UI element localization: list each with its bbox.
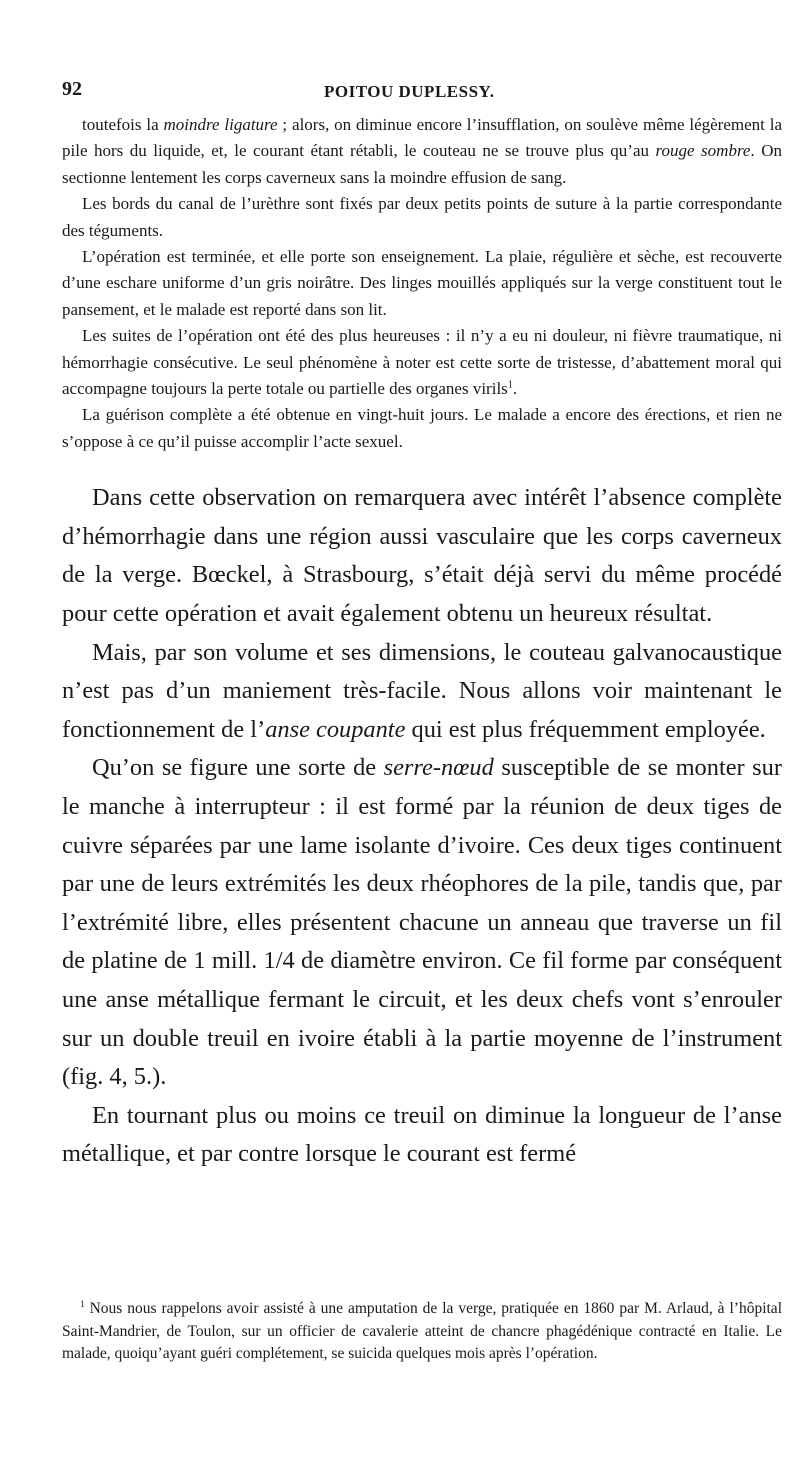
paragraph <box>62 191 782 244</box>
paragraph <box>62 323 782 402</box>
text-run: Dans cette observation on remarquera avec intérêt l’absence complète d’hémorrhagie dans une région aussi vasculaire que les corps caverneux de la verge. Bœckel, à Strasbourg, s’était déjà servi du même procédé pour cette opération et avait également obtenu un heureux résultat. <box>62 484 782 628</box>
text-run: susceptible de se monter sur le manche à interrupteur : il est formé par la réunion de deux tiges de cuivre séparées par une lame isolante d’ivoire. Ces deux tiges continuent par une de leurs extrémités les deux rhéophores de la pile, tandis que, par l’extrémité libre, elles présentent chacune un anneau que traverse un fil de platine de 1 mill. 1/4 de diamètre environ. Ce fil forme par conséquent une anse métallique fermant le circuit, et les deux chefs vont s’enrouler sur un double treuil en ivoire établi à la partie moyenne de l’instrument (fig. 4, 5.). <box>62 754 782 1091</box>
text-run: qui est plus fréquemment employée. <box>405 715 766 743</box>
running-title: POITOU DUPLESSY. <box>324 82 495 101</box>
paragraph <box>62 244 782 323</box>
text-run: Les suites de l’opération ont été des plus heureuses : il n’y a eu ni douleur, ni fièvre traumatique, ni hémorrhagie consécutive. Le seul phénomène à noter est cette sorte de tristesse, d’abattement moral qui accompagne toujours la perte totale ou partielle des organes virils <box>62 326 782 399</box>
footnote-reference: 1 <box>507 379 513 391</box>
paragraph <box>62 112 782 191</box>
text-run: L’opération est terminée, et elle porte son enseignement. La plaie, régulière et sèche, est recouverte d’une eschare uniforme d’un gris noirâtre. Des linges mouillés appliqués sur la verge constituent tout le pansement, et le malade est reporté dans son lit. <box>62 247 782 319</box>
paragraph <box>62 634 782 750</box>
text-run: . <box>512 379 518 399</box>
text-run: En tournant plus ou moins ce treuil on diminue la longueur de l’anse métallique, et par contre lorsque le courant est fermé <box>62 1101 782 1168</box>
text-run: ; alors, on diminue encore l’insufflation, on soulève même légèrement la pile hors du liquide, et, le courant étant rétabli, le couteau ne se trouve plus qu’au <box>62 115 783 161</box>
italic-text: serre-nœud <box>383 754 494 782</box>
footnote <box>62 1298 782 1366</box>
text-run: toutefois la <box>82 115 164 134</box>
paragraph <box>62 749 782 1096</box>
footnote-text: Nous nous rappelons avoir assisté à une amputation de la verge, pratiquée en 1860 par M. Arlaud, à l’hôpital Saint-Mandrier, de Toulon, sur un officier de cavalerie atteint de chancre phagédénique contracté en Italie. Le malade, quoiqu’ayant guéri complétement, se suicida quelques mois après l’opération. <box>62 1300 782 1362</box>
page-header <box>62 72 782 112</box>
paragraph <box>62 479 782 633</box>
text-run: . On sectionne lentement les corps caverneux sans la moindre effusion de sang. <box>62 141 782 187</box>
body-text-small <box>62 112 782 455</box>
text-run: Qu’on se figure une sorte de <box>92 754 384 782</box>
footnote-marker: 1 <box>80 1299 85 1310</box>
text-run: La guérison complète a été obtenue en vingt-huit jours. Le malade a encore des érections, et rien ne s’oppose à ce qu’il puisse accomplir l’acte sexuel. <box>62 405 782 451</box>
text-run: Les bords du canal de l’urèthre sont fixés par deux petits points de suture à la partie correspondante des téguments. <box>62 194 782 240</box>
paragraph <box>62 1097 782 1174</box>
book-page <box>62 72 782 1174</box>
paragraph <box>62 402 782 455</box>
body-text-large <box>62 479 782 1174</box>
italic-text: rouge sombre <box>655 141 751 161</box>
text-run: Mais, par son volume et ses dimensions, le couteau galvanocaustique n’est pas d’un maniement très-facile. Nous allons voir maintenant le fonctionnement de l’ <box>62 638 782 743</box>
italic-text: moindre ligature <box>163 115 278 134</box>
italic-text: anse coupante <box>265 715 406 743</box>
page-number: 92 <box>62 78 82 100</box>
